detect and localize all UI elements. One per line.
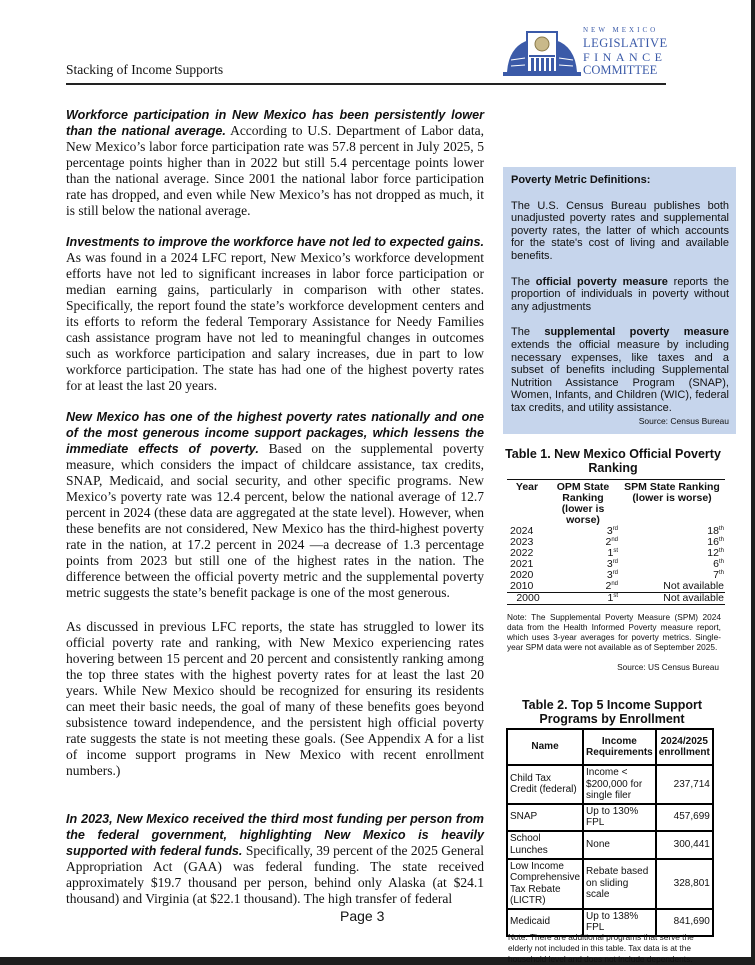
column-header-income-requirements: Income Requirements bbox=[583, 729, 656, 765]
cell-year: 2021 bbox=[510, 558, 534, 570]
table-row bbox=[507, 548, 725, 559]
ordinal: st bbox=[613, 548, 618, 554]
cell-name: Medicaid bbox=[507, 909, 583, 936]
main-text-column bbox=[66, 107, 484, 922]
paragraph-body: As discussed in previous LFC reports, the state has struggled to lower its official poverty rate and ranking, with New Mexico experiencing rates hovering between 15 percent and 20 percent and consistently ranking among the top three states with the highest poverty rates for at least the last 20 years. While New Mexico should be recognized for ensuring its residents can meet their basic needs, the goal of many of these benefits goes beyond subsistence toward independence, and the persistent high official poverty rate suggests the state is not meeting these goals. (See Appendix A for a list of income support programs in New Mexico with recent enrollment numbers.) bbox=[66, 619, 484, 778]
header-divider bbox=[66, 83, 666, 85]
income-support-programs-table bbox=[506, 728, 714, 937]
rank: 1 bbox=[607, 592, 614, 604]
rank: 3 bbox=[606, 558, 613, 570]
rank: 12 bbox=[707, 547, 719, 559]
table-row bbox=[507, 559, 725, 570]
text: reports the proportion of individuals in poverty without any adjustments bbox=[511, 275, 729, 313]
cell-year: 2022 bbox=[510, 547, 534, 559]
cell-name: Low Income Comprehensive Tax Rebate (LICTR) bbox=[507, 859, 583, 909]
table-row bbox=[507, 859, 713, 909]
rank: 2 bbox=[605, 580, 612, 592]
term-official-poverty-measure: official poverty measure bbox=[535, 275, 668, 288]
cell-enrollment: 300,441 bbox=[656, 831, 713, 859]
cell-year: 2020 bbox=[510, 569, 534, 581]
table-row bbox=[507, 765, 713, 804]
paragraph-poverty-rates bbox=[66, 409, 484, 601]
rank: Not available bbox=[663, 580, 724, 592]
cell-enrollment: 841,690 bbox=[656, 909, 713, 936]
logo-text-state: NEW MEXICO bbox=[583, 26, 659, 34]
rank: 18 bbox=[707, 525, 719, 537]
table-row bbox=[507, 831, 713, 859]
ordinal: rd bbox=[612, 570, 618, 576]
running-header-title: Stacking of Income Supports bbox=[66, 62, 224, 77]
ordinal: th bbox=[718, 537, 724, 543]
cell-name: SNAP bbox=[507, 804, 583, 831]
cell-income-requirements: Income < $200,000 for single filer bbox=[583, 765, 656, 804]
paragraph-body: As was found in a 2024 LFC report, New Mexico’s workforce development efforts have not led to significant increases in labor force participation or median earning gains, particularly in comparison with other states. Specifically, the report found the state’s workforce development centers and its efforts to reform the federal Temporary Assistance for Needy Families cash assistance program have not led to meaningful changes in outcomes such as workforce participation and salary increases, due in part to low workforce participation. The state has had one of the highest poverty rates for at least the last 20 years. bbox=[66, 250, 484, 393]
column-header-spm: SPM State Ranking (lower is worse) bbox=[624, 481, 720, 504]
rank: 2 bbox=[605, 536, 612, 548]
table2-note: Note: There are additional programs that serve the elderly not included in this table. Tax data is at the household level and does not include dependents. bbox=[508, 932, 694, 964]
column-header-name: Name bbox=[507, 729, 583, 765]
paragraph-investments bbox=[66, 234, 484, 394]
ordinal: nd bbox=[611, 537, 618, 543]
cell-year: 2010 bbox=[510, 580, 534, 592]
ordinal: st bbox=[613, 593, 618, 599]
table1-note: Note: The Supplemental Poverty Measure (SPM) 2024 data from the Health Informed Poverty measure report, which uses 3-year averages for poverty metrics. Single-year SPM data were not available as of September 2025. bbox=[507, 612, 721, 652]
cell-enrollment: 457,699 bbox=[656, 804, 713, 831]
cell-year: 2024 bbox=[510, 525, 534, 537]
cell-spm bbox=[619, 559, 725, 570]
ordinal: th bbox=[718, 526, 724, 532]
table-row bbox=[507, 804, 713, 831]
cell-enrollment: 237,714 bbox=[656, 765, 713, 804]
sidebar-paragraph-supplemental bbox=[511, 326, 729, 414]
logo-text-committee: COMMITTEE bbox=[583, 63, 658, 77]
ordinal: th bbox=[718, 548, 724, 554]
cell-income-requirements: Up to 130% FPL bbox=[583, 804, 656, 831]
sidebar-source: Source: Census Bureau bbox=[638, 415, 729, 426]
sidebar-paragraph-official bbox=[511, 276, 729, 314]
lfc-logo bbox=[503, 24, 668, 80]
rank: Not available bbox=[663, 592, 724, 604]
text: The bbox=[511, 275, 536, 288]
term-supplemental-poverty-measure: supplemental poverty measure bbox=[544, 326, 729, 339]
poverty-ranking-table bbox=[507, 479, 725, 605]
paragraph-workforce bbox=[66, 107, 484, 219]
cell-opm bbox=[547, 581, 619, 593]
ordinal: th bbox=[718, 570, 724, 576]
cell-income-requirements: Up to 138% FPL bbox=[583, 909, 656, 936]
table-row bbox=[507, 593, 725, 605]
sidebar-paragraph: The U.S. Census Bureau publishes both unadjusted poverty rates and supplemental poverty rates, the latter of which accounts for the state's cost of living and available benefits. bbox=[511, 199, 729, 262]
rank: 7 bbox=[713, 569, 719, 581]
ordinal: th bbox=[718, 559, 724, 565]
cell-income-requirements: Rebate based on sliding scale bbox=[583, 859, 656, 909]
rank: 16 bbox=[707, 536, 719, 548]
page-number: Page 3 bbox=[340, 908, 385, 924]
cell-spm bbox=[619, 593, 725, 605]
column-header-enrollment: 2024/2025 enrollment bbox=[656, 729, 713, 765]
table1-title: Table 1. New Mexico Official Poverty Ranking bbox=[505, 447, 721, 475]
ordinal: rd bbox=[612, 526, 618, 532]
rank: 3 bbox=[606, 569, 613, 581]
column-header-year: Year bbox=[515, 481, 539, 493]
paragraph-lead: Investments to improve the workforce have not led to expected gains. bbox=[66, 235, 484, 249]
table1-source: Source: US Census Bureau bbox=[617, 662, 719, 672]
rank: 6 bbox=[713, 558, 719, 570]
cell-spm bbox=[619, 548, 725, 559]
cell-opm bbox=[547, 593, 619, 605]
paragraph-lead: New Mexico has one of the highest poverty rates nationally and one of the most generous income support packages, which lessens the immediate effects of poverty. bbox=[66, 410, 484, 456]
paragraph-lead: In 2023, New Mexico received the third most funding per person from the federal government, highlighting New Mexico is heavily supported with federal funds. bbox=[66, 812, 484, 858]
text: The bbox=[511, 326, 545, 339]
sidebar-title: Poverty Metric Definitions: bbox=[511, 174, 651, 186]
text: extends the official measure by including necessary expenses, like taxes and a subset of benefits including Supplemental Nutrition Assistance Program (SNAP), Women, Infants, and Children (WIC), federal tax credits, and utility assistance. bbox=[511, 338, 729, 414]
table2-title: Table 2. Top 5 Income Support Programs by Enrollment bbox=[521, 698, 703, 726]
column-header-opm: OPM State Ranking (lower is worse) bbox=[556, 481, 610, 526]
paragraph-previous-reports bbox=[66, 619, 484, 779]
paragraph-body: Based on the supplemental poverty measure, which considers the impact of childcare assistance, tax credits, SNAP, Medicaid, and social security, and other specific programs. New Mexico’s poverty rate was 12.4 percent, below the national average of 12.7 percent in 2024 (these data are aggregated at the state level). However, when these benefits are not considered, New Mexico has the third-highest poverty rate in the nation, at 17.2 percent in 2024 —a decrease of 1.3 percentage points from 2023 but still one of the highest rates in the nation. The difference between the official poverty metric and the supplemental poverty metric suggests the state’s benefit package is one of the most generous. bbox=[66, 441, 484, 600]
cell-year: 2000 bbox=[507, 593, 547, 605]
ordinal: rd bbox=[612, 559, 618, 565]
logo-text-finance: FINANCE bbox=[583, 50, 667, 64]
cell-income-requirements: None bbox=[583, 831, 656, 859]
table-row bbox=[507, 537, 725, 548]
logo-text-legislative: LEGISLATIVE bbox=[583, 36, 668, 50]
paragraph-federal-funding bbox=[66, 811, 484, 907]
cell-name: Child Tax Credit (federal) bbox=[507, 765, 583, 804]
paragraph-lead: Workforce participation in New Mexico has been persistently lower than the national average. bbox=[66, 108, 484, 138]
ordinal: nd bbox=[611, 581, 618, 587]
table-row bbox=[507, 526, 725, 537]
paragraph-body: According to U.S. Department of Labor data, New Mexico’s labor force participation rate was 57.8 percent in July 2025, 5 percentage points higher than in 2022 but still 5.4 percentage points lower than the national average. Since 2001 the national labor force participation rate has dropped, and even while New Mexico’s has not dropped as much, it is still below the national average. bbox=[66, 123, 484, 218]
cell-year: 2023 bbox=[510, 536, 534, 548]
table-row bbox=[507, 581, 725, 593]
cell-enrollment: 328,801 bbox=[656, 859, 713, 909]
cell-name: School Lunches bbox=[507, 831, 583, 859]
capitol-building-icon bbox=[503, 30, 581, 76]
cell-spm bbox=[619, 581, 725, 593]
rank: 3 bbox=[606, 525, 613, 537]
rank: 1 bbox=[607, 547, 614, 559]
poverty-definitions-sidebar bbox=[503, 167, 736, 434]
paragraph-body: Specifically, 39 percent of the 2025 General Appropriation Act (GAA) was federal funding. The state received approximately $19.7 thousand per person, behind only Alaska (at $24.1 thousand) and Virginia (at $22.1 thousand). The high transfer of federal bbox=[66, 843, 484, 906]
